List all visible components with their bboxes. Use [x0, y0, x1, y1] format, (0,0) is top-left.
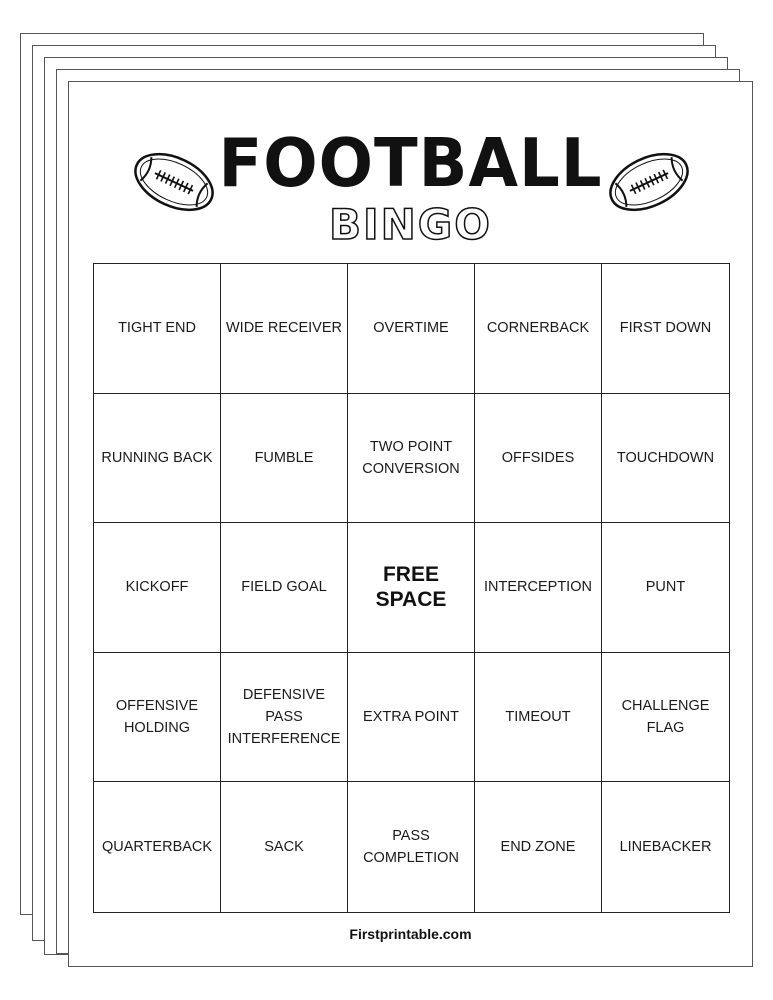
page-subtitle: BINGO	[329, 200, 492, 249]
bingo-cell: EXTRA POINT	[348, 653, 475, 783]
bingo-cell: CORNERBACK	[475, 264, 602, 394]
football-icon	[606, 147, 692, 217]
bingo-cell: FIRST DOWN	[602, 264, 729, 394]
bingo-grid	[93, 263, 730, 913]
bingo-cell: TIGHT END	[94, 264, 221, 394]
bingo-cell: SACK	[221, 782, 348, 912]
bingo-cell: RUNNING BACK	[94, 394, 221, 524]
page-title: FOOTBALL	[218, 125, 603, 203]
bingo-cell: TWO POINT CONVERSION	[348, 394, 475, 524]
bingo-cell: PASS COMPLETION	[348, 782, 475, 912]
free-space-cell: FREE SPACE	[348, 523, 475, 653]
bingo-cell: PUNT	[602, 523, 729, 653]
bingo-cell: TIMEOUT	[475, 653, 602, 783]
bingo-cell: KICKOFF	[94, 523, 221, 653]
bingo-cell: DEFENSIVE PASS INTERFERENCE	[221, 653, 348, 783]
bingo-cell: INTERCEPTION	[475, 523, 602, 653]
bingo-cell: OFFSIDES	[475, 394, 602, 524]
bingo-cell: TOUCHDOWN	[602, 394, 729, 524]
bingo-cell: FUMBLE	[221, 394, 348, 524]
bingo-cell: FIELD GOAL	[221, 523, 348, 653]
bingo-cell: QUARTERBACK	[94, 782, 221, 912]
bingo-cell: OFFENSIVE HOLDING	[94, 653, 221, 783]
bingo-cell: END ZONE	[475, 782, 602, 912]
bingo-cell: CHALLENGE FLAG	[602, 653, 729, 783]
bingo-cell: OVERTIME	[348, 264, 475, 394]
footer-brand: Firstprintable.com	[349, 926, 472, 942]
bingo-cell: LINEBACKER	[619, 839, 712, 856]
bingo-cell: WIDE RECEIVER	[221, 264, 348, 394]
